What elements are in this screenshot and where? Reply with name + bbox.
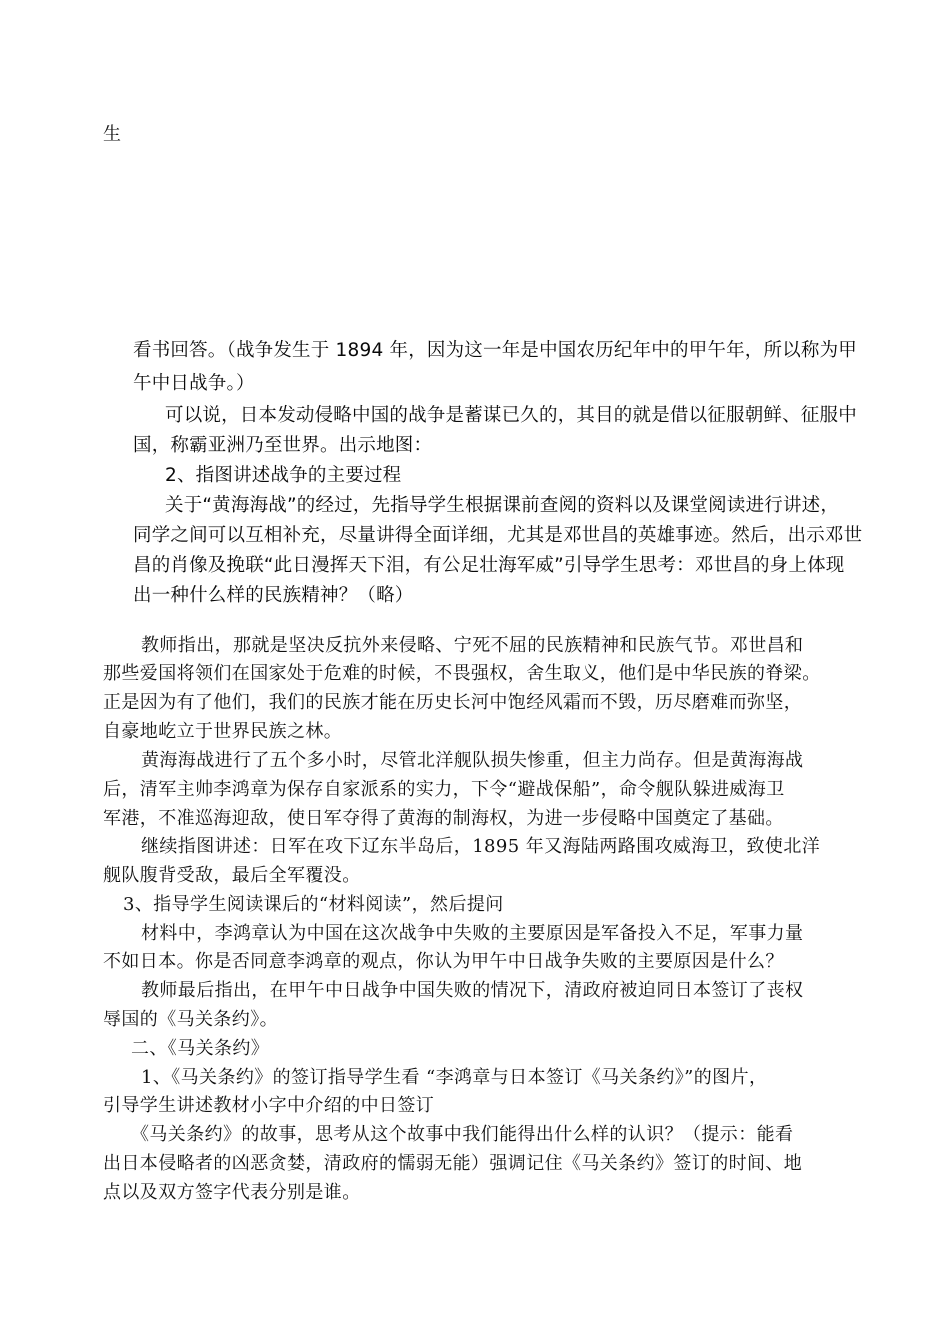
image-text-line: 关于“黄海海战”的经过，先指导学生根据课前查阅的资料以及课堂阅读进行讲述， xyxy=(165,495,840,516)
image-text-line: 可以说，日本发动侵略中国的战争是蓄谋已久的，其目的就是借以征服朝鲜、征服中 xyxy=(165,405,857,426)
image-section-heading: 2、指图讲述战争的主要过程 xyxy=(165,465,402,486)
paragraph-line: 1、《马关条约》的签订指导学生看 “李鸿章与日本签订《马关条约》”的图片， xyxy=(141,1067,768,1088)
page-top-fragment: 生 xyxy=(103,124,121,145)
paragraph-line: 材料中，李鸿章认为中国在这次战争中失败的主要原因是军备投入不足，军事力量 xyxy=(141,923,804,944)
section-heading: 3、指导学生阅读课后的“材料阅读”，然后提问 xyxy=(123,894,504,915)
paragraph-line: 正是因为有了他们，我们的民族才能在历史长河中饱经风霜而不毁，历尽磨难而弥坚， xyxy=(103,692,803,713)
paragraph-line: 继续指图讲述：日军在攻下辽东半岛后，1895 年又海陆两路围攻威海卫，致使北洋 xyxy=(141,836,821,857)
image-text-line: 国，称霸亚洲乃至世界。出示地图： xyxy=(133,435,433,456)
paragraph-line: 后，清军主帅李鸿章为保存自家派系的实力，下令“避战保船”，命令舰队躲进威海卫 xyxy=(103,779,785,800)
image-text-line: 看书回答。（战争发生于 1894 年，因为这一年是中国农历纪年中的甲午年，所以称为甲 xyxy=(133,340,857,361)
paragraph-line: 自豪地屹立于世界民族之林。 xyxy=(103,721,343,742)
paragraph-line: 军港，不准巡海迎敌，使日军夺得了黄海的制海权，为进一步侵略中国奠定了基础。 xyxy=(103,808,784,829)
image-text-line: 午中日战争。） xyxy=(133,373,255,394)
paragraph-line: 那些爱国将领们在国家处于危难的时候，不畏强权，舍生取义，他们是中华民族的脊梁。 xyxy=(103,663,821,684)
paragraph-line: 点以及双方签字代表分别是谁。 xyxy=(103,1182,361,1203)
image-text-line: 昌的肖像及挽联“此日漫挥天下泪，有公足壮海军威”引导学生思考：邓世昌的身上体现 xyxy=(133,555,845,576)
paragraph-line: 辱国的《马关条约》。 xyxy=(103,1009,278,1030)
section-heading: 二、《马关条约》 xyxy=(131,1038,270,1059)
paragraph-line: 引导学生讲述教材小字中介绍的中日签订 xyxy=(103,1095,435,1116)
paragraph-line: 不如日本。你是否同意李鸿章的观点，你认为甲午中日战争失败的主要原因是什么？ xyxy=(103,951,784,972)
paragraph-line: 黄海海战进行了五个多小时，尽管北洋舰队损失惨重，但主力尚存。但是黄海海战 xyxy=(141,750,804,771)
image-text-line: 出一种什么样的民族精神？（略） xyxy=(133,585,414,606)
paragraph-line: 舰队腹背受敌，最后全军覆没。 xyxy=(103,865,361,886)
image-text-line: 同学之间可以互相补充，尽量讲得全面详细，尤其是邓世昌的英雄事迹。然后，出示邓世 xyxy=(133,525,863,546)
paragraph-line: 《马关条约》的故事，思考从这个故事中我们能得出什么样的认识？（提示：能看 xyxy=(131,1124,794,1145)
paragraph-line: 教师指出，那就是坚决反抗外来侵略、宁死不屈的民族精神和民族气节。邓世昌和 xyxy=(141,635,804,656)
paragraph-line: 出日本侵略者的凶恶贪婪，清政府的懦弱无能）强调记住《马关条约》签订的时间、地 xyxy=(103,1153,803,1174)
paragraph-line: 教师最后指出，在甲午中日战争中国失败的情况下，清政府被迫同日本签订了丧权 xyxy=(141,980,804,1001)
